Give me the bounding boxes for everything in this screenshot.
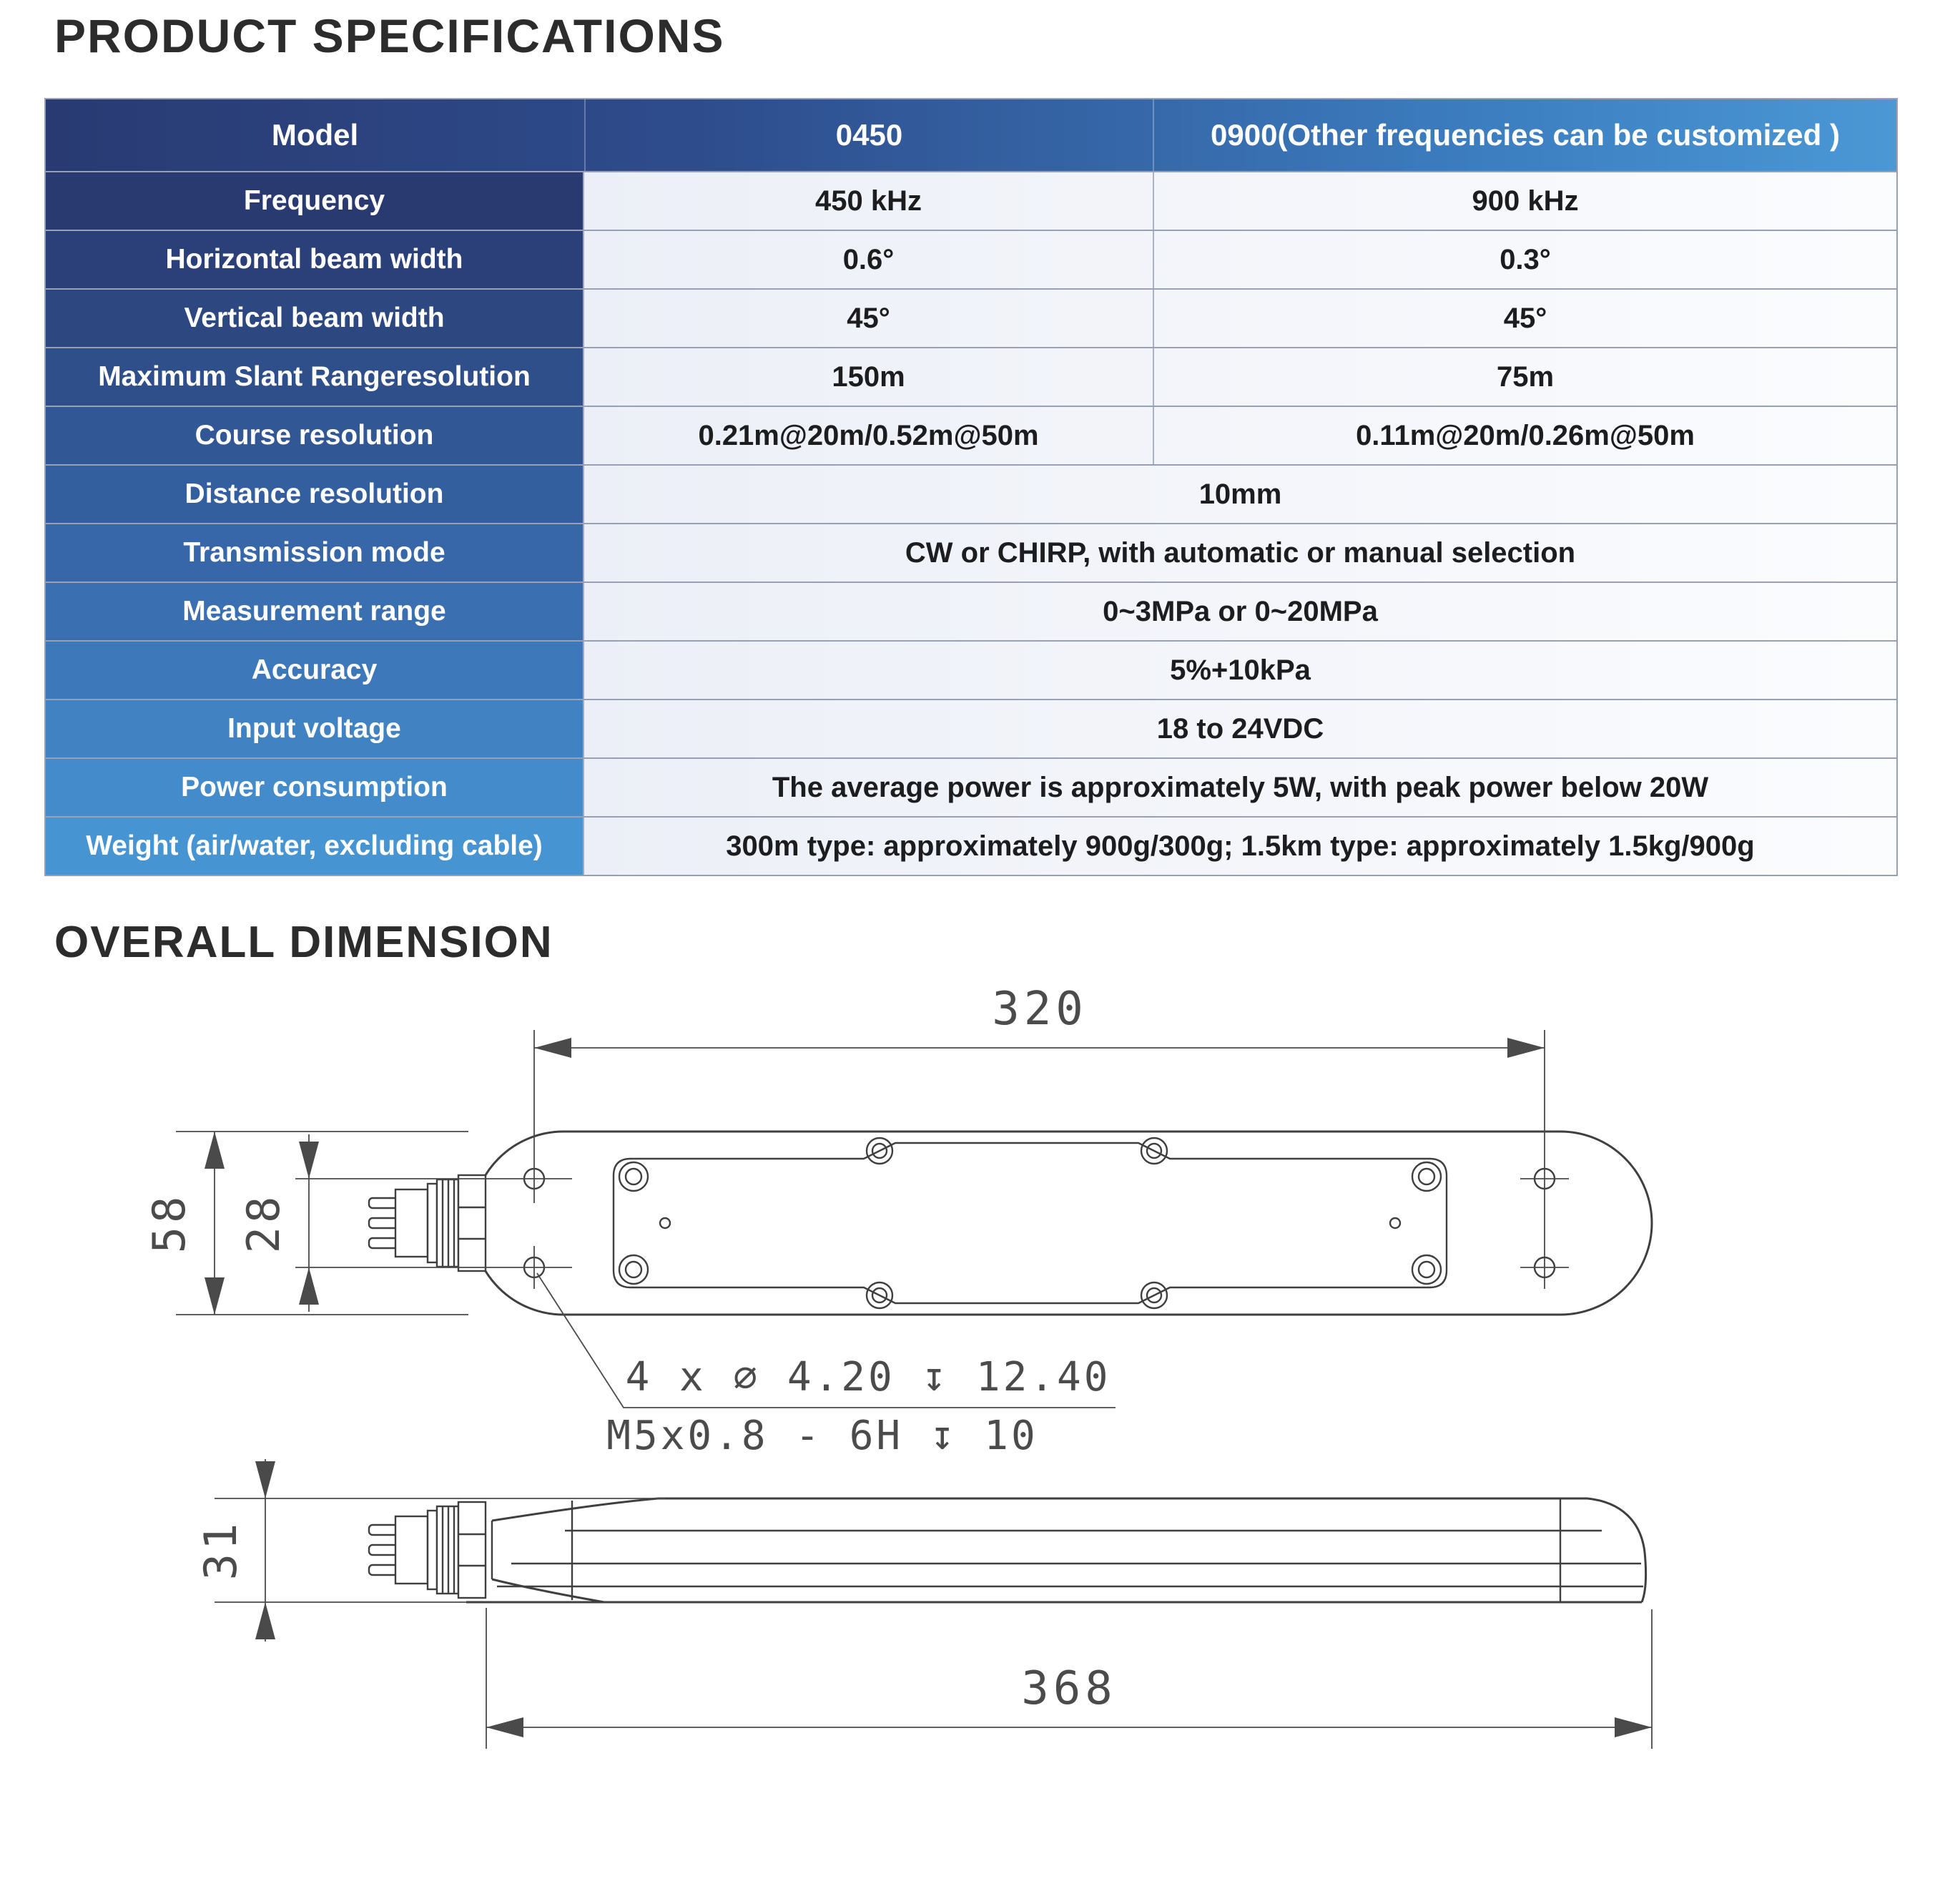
cell-value: 150m — [832, 360, 905, 393]
row-label: Transmission mode — [46, 524, 584, 581]
table-row-weight — [46, 816, 1896, 875]
side-view-drawing — [195, 1459, 1652, 1749]
cell-value: 900 kHz — [1153, 172, 1896, 230]
dim-320 — [534, 983, 1545, 1289]
table-row-transmission-mode — [46, 523, 1896, 581]
header-model-0900: 0900(Other frequencies can be customized ) — [1153, 99, 1896, 171]
mounting-plate — [614, 1143, 1447, 1303]
table-row-accuracy — [46, 640, 1896, 699]
cell-value: 0.11m@20m/0.26m@50m — [1153, 407, 1896, 464]
cell-value: 45° — [847, 302, 890, 334]
row-label: Weight (air/water, excluding cable) — [46, 818, 584, 875]
table-row-slant-range — [46, 347, 1896, 406]
table-row-frequency — [46, 171, 1896, 230]
row-label: Frequency — [46, 172, 584, 230]
cell-value: 450 kHz — [815, 185, 922, 217]
pilot-holes — [660, 1218, 1400, 1228]
cell-value: 5%+10kPa — [1170, 654, 1311, 686]
dim-368 — [486, 1608, 1652, 1749]
dim-28-label: 28 — [237, 1192, 290, 1254]
cell-value: 45° — [1153, 290, 1896, 347]
row-label: Horizontal beam width — [46, 231, 584, 288]
row-label: Vertical beam width — [46, 290, 584, 347]
dim-58-label: 58 — [143, 1192, 195, 1254]
dim-320-label: 320 — [992, 983, 1088, 1036]
dimension-drawing — [0, 951, 1940, 1904]
dim-368-label: 368 — [1021, 1662, 1117, 1715]
table-row-measurement-range — [46, 581, 1896, 640]
counterbore-holes — [619, 1138, 1441, 1308]
row-label: Maximum Slant Rangeresolution — [46, 348, 584, 406]
spec-table — [44, 98, 1898, 876]
table-row-vertical-beam — [46, 288, 1896, 347]
table-row-horizontal-beam — [46, 230, 1896, 288]
page-title: PRODUCT SPECIFICATIONS — [54, 9, 725, 62]
row-label: Accuracy — [46, 642, 584, 699]
row-label: Power consumption — [46, 759, 584, 816]
cell-value: CW or CHIRP, with automatic or manual selection — [905, 536, 1576, 569]
table-row-power-consumption — [46, 757, 1896, 816]
cell-value: 75m — [1153, 348, 1896, 406]
cell-value: 300m type: approximately 900g/300g; 1.5km type: approximately 1.5kg/900g — [726, 830, 1755, 862]
top-view-drawing — [143, 983, 1652, 1459]
cell-value: 0.6° — [842, 243, 895, 275]
hole-callout-line2: M5x0.8 - 6H ↧ 10 — [606, 1413, 1038, 1459]
cell-value: 10mm — [1198, 478, 1282, 510]
cell-value: 0.21m@20m/0.52m@50m — [698, 419, 1039, 451]
cell-value: 0~3MPa or 0~20MPa — [1103, 595, 1378, 627]
spec-table-header-row — [46, 99, 1896, 171]
dim-31-label: 31 — [195, 1519, 247, 1581]
table-row-course-resolution — [46, 406, 1896, 464]
table-row-distance-resolution — [46, 464, 1896, 523]
header-model-0450: 0450 — [584, 99, 1153, 171]
hole-callout-line1: 4 x ⌀ 4.20 ↧ 12.40 — [625, 1354, 1111, 1400]
row-label: Course resolution — [46, 407, 584, 464]
cell-value: 18 to 24VDC — [1156, 712, 1324, 745]
hole-callout — [537, 1273, 1116, 1459]
row-label: Input voltage — [46, 700, 584, 757]
header-model: Model — [271, 118, 359, 152]
table-row-input-voltage — [46, 699, 1896, 757]
cell-value: The average power is approximately 5W, with peak power below 20W — [772, 771, 1709, 803]
row-label: Distance resolution — [46, 466, 584, 523]
cell-value: 0.3° — [1153, 231, 1896, 288]
row-label: Measurement range — [46, 583, 584, 640]
section-title-overall-dimension: OVERALL DIMENSION — [54, 918, 553, 967]
